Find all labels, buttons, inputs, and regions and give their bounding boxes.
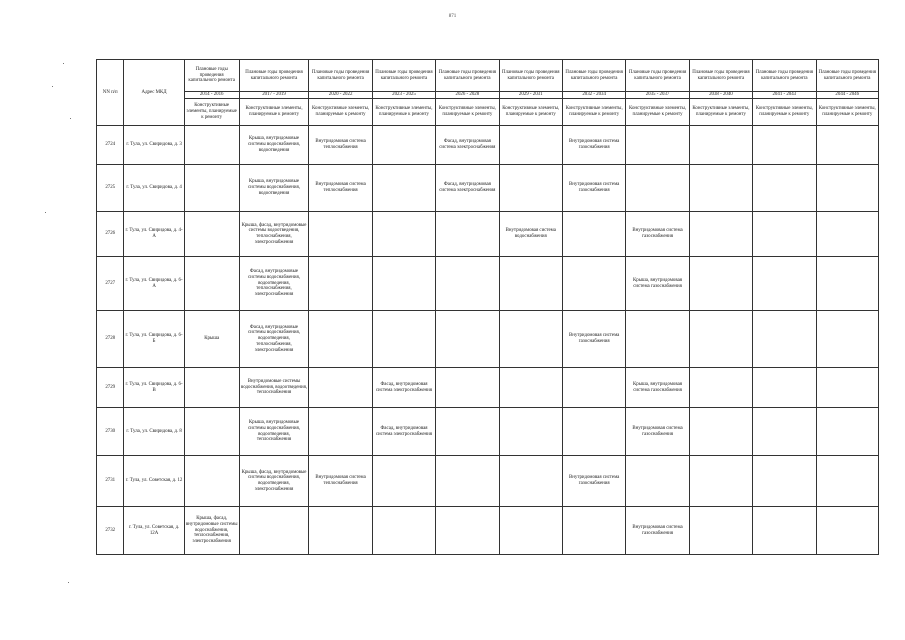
header-row-periods: [97, 60, 879, 92]
period-subheader: Конструктивные элементы, планируемые к ремонту: [239, 99, 309, 126]
period-header: Плановые годы проведения капитального ремонта: [499, 60, 562, 92]
row-number: 2732: [97, 507, 124, 555]
period-cell: [499, 408, 562, 456]
period-subheader: Конструктивные элементы, планируемые к ремонту: [689, 99, 752, 126]
period-years: 2023 - 2025: [372, 92, 435, 99]
header-row-years: [97, 92, 879, 99]
row-address: г. Тула, ул. Свиридова, д. 6-В: [124, 368, 184, 408]
period-cell: Внутридомовая система теплоснабжения: [309, 456, 372, 507]
row-address: г. Тула, ул. Свиридова, д. 6-А: [124, 257, 184, 311]
period-cell: [689, 257, 752, 311]
period-cell: Фасад, внутридомовые системы водоснабжения, водоотведения, теплоснабжения, электроснабжения: [239, 311, 309, 368]
table-row: [97, 408, 879, 456]
table-row: [97, 257, 879, 311]
period-cell: Крыша, внутридомовые системы водоснабжения, водоотведения: [239, 126, 309, 165]
period-years: 2014 - 2016: [184, 92, 239, 99]
row-address: г. Тула, ул. Свиридова, д. 4: [124, 165, 184, 212]
period-cell: [499, 507, 562, 555]
period-cell: [372, 311, 435, 368]
period-cell: [562, 507, 625, 555]
period-cell: [816, 165, 879, 212]
period-header: Плановые годы проведения капитального ремонта: [689, 60, 752, 92]
period-cell: Крыша, внутридомовые системы водоснабжения, водоотведения, теплоснабжения: [239, 408, 309, 456]
period-years: 2029 - 2031: [499, 92, 562, 99]
period-cell: [372, 165, 435, 212]
table-row: [97, 507, 879, 555]
period-years: 2020 - 2022: [309, 92, 372, 99]
period-header: Плановые годы проведения капитального ремонта: [626, 60, 689, 92]
period-cell: [753, 408, 816, 456]
period-cell: [816, 311, 879, 368]
row-address: г. Тула, ул. Свиридова, д. 3: [124, 126, 184, 165]
period-cell: [499, 311, 562, 368]
period-years: 2032 - 2034: [562, 92, 625, 99]
row-number: 2730: [97, 408, 124, 456]
period-cell: [184, 456, 239, 507]
period-years: 2026 - 2028: [436, 92, 499, 99]
period-cell: [436, 507, 499, 555]
period-header: Плановые годы проведения капитального ремонта: [753, 60, 816, 92]
row-number: 2726: [97, 212, 124, 257]
period-cell: Внутридомовая система теплоснабжения: [309, 126, 372, 165]
period-cell: [753, 507, 816, 555]
row-address: г. Тула, ул. Свиридова, д. 4-А: [124, 212, 184, 257]
period-cell: [309, 507, 372, 555]
period-cell: [309, 257, 372, 311]
period-cell: [372, 456, 435, 507]
period-cell: Внутридомовая система газоснабжения: [626, 507, 689, 555]
period-cell: [562, 212, 625, 257]
period-cell: Внутридомовая система газоснабжения: [562, 311, 625, 368]
period-cell: [499, 368, 562, 408]
period-cell: [816, 368, 879, 408]
period-cell: Внутридомовая система газоснабжения: [562, 126, 625, 165]
period-cell: Крыша, фасад, внутридомовые системы водоотведения, теплоснабжения, электроснабжения: [239, 212, 309, 257]
period-cell: [499, 456, 562, 507]
period-cell: [562, 368, 625, 408]
period-subheader: Конструктивные элементы, планируемые к ремонту: [184, 99, 239, 126]
period-header: Плановые годы проведения капитального ремонта: [239, 60, 309, 92]
row-address: г. Тула, ул. Советская, д. 12А: [124, 507, 184, 555]
period-cell: [626, 165, 689, 212]
row-number: 2727: [97, 257, 124, 311]
period-cell: [372, 212, 435, 257]
period-cell: [309, 408, 372, 456]
period-cell: Фасад, внутридомовая система электроснабжения: [436, 165, 499, 212]
period-years: 2038 - 2040: [689, 92, 752, 99]
period-cell: Внутридомовая система теплоснабжения: [309, 165, 372, 212]
period-cell: [753, 126, 816, 165]
period-cell: [184, 408, 239, 456]
period-cell: [562, 408, 625, 456]
period-cell: Фасад, внутридомовая система электроснабжения: [436, 126, 499, 165]
period-cell: Внутридомовые системы водоснабжения, водоотведения, теплоснабжения: [239, 368, 309, 408]
table-row: [97, 212, 879, 257]
period-cell: [626, 311, 689, 368]
row-number: 2728: [97, 311, 124, 368]
period-cell: [626, 126, 689, 165]
period-cell: [309, 368, 372, 408]
period-cell: [816, 257, 879, 311]
row-address: г. Тула, ул. Свиридова, д. 8: [124, 408, 184, 456]
period-cell: Крыша, внутридомовая система газоснабжения: [626, 368, 689, 408]
period-years: 2035 - 2037: [626, 92, 689, 99]
period-cell: [436, 212, 499, 257]
period-cell: [816, 408, 879, 456]
row-address: г. Тула, ул. Свиридова, д. 6-Б: [124, 311, 184, 368]
period-cell: [689, 507, 752, 555]
period-subheader: Конструктивные элементы, планируемые к ремонту: [436, 99, 499, 126]
period-cell: [626, 456, 689, 507]
period-cell: [689, 126, 752, 165]
period-subheader: Конструктивные элементы, планируемые к ремонту: [753, 99, 816, 126]
period-cell: [816, 126, 879, 165]
period-cell: [239, 507, 309, 555]
period-cell: [689, 368, 752, 408]
row-address: г. Тула, ул. Советская, д. 12: [124, 456, 184, 507]
period-cell: [689, 408, 752, 456]
period-cell: [753, 311, 816, 368]
period-subheader: Конструктивные элементы, планируемые к ремонту: [816, 99, 879, 126]
table-row: [97, 311, 879, 368]
row-number: 2731: [97, 456, 124, 507]
period-header: Плановые годы проведения капитального ремонта: [309, 60, 372, 92]
period-cell: [753, 257, 816, 311]
period-subheader: Конструктивные элементы, планируемые к ремонту: [309, 99, 372, 126]
period-cell: Фасад, внутридомовая система электроснабжения: [372, 408, 435, 456]
period-cell: [689, 165, 752, 212]
period-cell: [309, 311, 372, 368]
row-number: 2725: [97, 165, 124, 212]
col-address-header: Адрес МКД: [124, 60, 184, 126]
period-cell: [309, 212, 372, 257]
period-cell: [562, 257, 625, 311]
period-cell: [753, 212, 816, 257]
period-cell: [436, 368, 499, 408]
period-cell: [816, 507, 879, 555]
period-cell: [816, 212, 879, 257]
period-cell: [372, 257, 435, 311]
row-number: 2729: [97, 368, 124, 408]
page-number: 871: [448, 14, 457, 19]
period-cell: [436, 408, 499, 456]
period-cell: [184, 368, 239, 408]
period-cell: Внутридомовая система газоснабжения: [562, 456, 625, 507]
period-cell: [436, 257, 499, 311]
period-cell: Внутридомовая система газоснабжения: [626, 408, 689, 456]
period-header: Плановые годы проведения капитального ремонта: [562, 60, 625, 92]
period-cell: [753, 368, 816, 408]
period-header: Плановые годы проведения капитального ремонта: [816, 60, 879, 92]
margin-speck: [45, 212, 46, 213]
period-cell: [184, 165, 239, 212]
margin-speck: [70, 118, 71, 119]
period-cell: Внутридомовая система газоснабжения: [562, 165, 625, 212]
period-cell: Крыша, внутридомовая система газоснабжения: [626, 257, 689, 311]
margin-speck: [63, 63, 64, 64]
table-body: [97, 126, 879, 555]
margin-speck: [68, 582, 69, 583]
header-row-elements: [97, 99, 879, 126]
period-cell: [436, 456, 499, 507]
period-cell: Внутридомовая система водоснабжения: [499, 212, 562, 257]
period-cell: [499, 257, 562, 311]
table-row: [97, 456, 879, 507]
period-cell: [184, 257, 239, 311]
period-cell: Крыша, фасад, внутридомовые системы водоснабжения, водоотведения, электроснабжения: [239, 456, 309, 507]
period-cell: [372, 507, 435, 555]
period-header: Плановые годы проведения капитального ремонта: [372, 60, 435, 92]
period-cell: [499, 126, 562, 165]
period-years: 2044 - 2046: [816, 92, 879, 99]
period-cell: [372, 126, 435, 165]
period-cell: [753, 456, 816, 507]
period-cell: [816, 456, 879, 507]
margin-speck: [52, 86, 53, 87]
period-cell: [184, 212, 239, 257]
period-subheader: Конструктивные элементы, планируемые к ремонту: [626, 99, 689, 126]
period-cell: [689, 311, 752, 368]
period-header: Плановые годы проведения капитального ремонта: [184, 60, 239, 92]
table-row: [97, 126, 879, 165]
period-subheader: Конструктивные элементы, планируемые к ремонту: [499, 99, 562, 126]
period-header: Плановые годы проведения капитального ремонта: [436, 60, 499, 92]
table-row: [97, 165, 879, 212]
period-cell: [689, 456, 752, 507]
period-years: 2041 - 2043: [753, 92, 816, 99]
capital-repair-table: [96, 59, 879, 555]
period-cell: Фасад, внутридомовая система электроснабжения: [372, 368, 435, 408]
col-num-header: NN п/п: [97, 60, 124, 126]
table-row: [97, 368, 879, 408]
period-cell: Крыша: [184, 311, 239, 368]
period-cell: [436, 311, 499, 368]
period-cell: Крыша, фасад, внутридомовые системы водоснабжения, теплоснабжения, электроснабжения: [184, 507, 239, 555]
period-cell: [499, 165, 562, 212]
period-cell: [184, 126, 239, 165]
period-subheader: Конструктивные элементы, планируемые к ремонту: [372, 99, 435, 126]
period-cell: Крыша, внутридомовые системы водоснабжения, водоотведения: [239, 165, 309, 212]
period-cell: [689, 212, 752, 257]
period-cell: [753, 165, 816, 212]
period-subheader: Конструктивные элементы, планируемые к ремонту: [562, 99, 625, 126]
period-years: 2017 - 2019: [239, 92, 309, 99]
period-cell: Фасад, внутридомовые системы водоснабжения, водоотведения, теплоснабжения, электроснабжения: [239, 257, 309, 311]
period-cell: Внутридомовая система газоснабжения: [626, 212, 689, 257]
row-number: 2724: [97, 126, 124, 165]
